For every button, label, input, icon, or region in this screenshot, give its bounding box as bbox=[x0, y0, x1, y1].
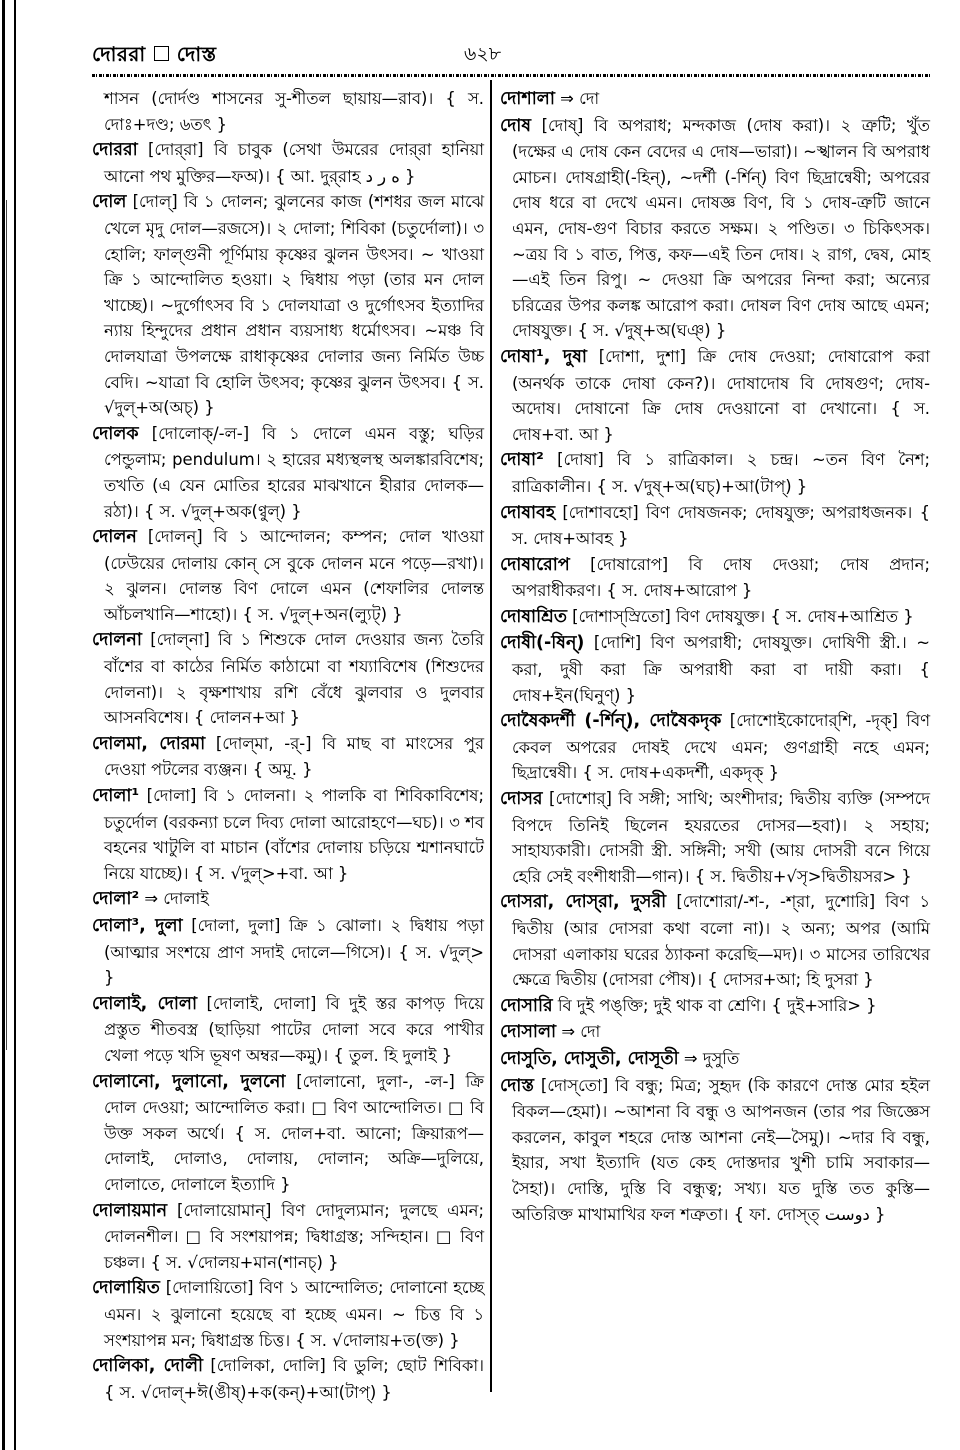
definition: [দোল্‌মা, -র্-] বি মাছ বা মাংসের পুর দেওয়া পটলের ব্যঞ্জন। { অমূ. } bbox=[104, 733, 484, 780]
definition: [দোলায়োমান্] বিণ দোদুল্যমান; দুলছে এমন; দোলনশীল। □ বি সংশয়াপন্ন; দ্বিধাগ্রস্ত; সন্দিহান। □ বিণ চঞ্চল। { স. √দোলয়+মান(শানচ্) } bbox=[104, 1200, 484, 1272]
definition: [দোশাবহো] বিণ দোষজনক; দোষযুক্ত; অপরাধজনক। { স. দোষ+আবহ } bbox=[512, 502, 930, 549]
entry-text: শাসন (দোর্দণ্ড শাসনের সু-শীতল ছায়ায়—রাব)। { স. দোঃ+দণ্ড; ৬তৎ } bbox=[104, 89, 484, 134]
page-binding-edge-inner bbox=[14, 0, 16, 1450]
dictionary-entry bbox=[92, 1353, 484, 1405]
dictionary-entry bbox=[500, 344, 930, 447]
headword: দোলানো, দুলানো, দুলনো bbox=[92, 1071, 286, 1092]
dictionary-entry bbox=[500, 1073, 930, 1228]
dictionary-entry bbox=[92, 627, 484, 730]
headword: দোসালা bbox=[500, 1022, 557, 1043]
definition: [দোষারোপ] বি দোষ দেওয়া; দোষ প্রদান; অপরাধীকরণ। { স. দোষ+আরোপ } bbox=[512, 554, 930, 601]
dictionary-entry bbox=[500, 500, 930, 552]
dictionary-entry bbox=[500, 1019, 930, 1046]
entry-continuation bbox=[92, 86, 484, 137]
dictionary-entry bbox=[500, 708, 930, 786]
dictionary-entry bbox=[500, 889, 930, 992]
column-divider bbox=[490, 80, 492, 1392]
headword: দোষাবহ bbox=[500, 502, 556, 523]
headword: দোলমা, দোরমা bbox=[92, 733, 206, 754]
dictionary-entry bbox=[92, 137, 484, 189]
header-rule bbox=[92, 74, 932, 77]
headword: দোলায়মান bbox=[92, 1200, 168, 1221]
definition: [দোষ্] বি অপরাধ; মন্দকাজ (দোষ করা)। ২ ত্রুটি; খুঁত (দক্ষের এ দোষ কেন বেদের এ দোষ—ভারা)। ~স্খালন বি অপরাধ মোচন। দোষগ্রাহী(-হিন্), ~দর্শী (-র্শিন্) বিণ ছিদ্রান্বেষী; অপরের দোষ ধরে বা দেখে এমন। দোষজ্ঞ বিণ, বি ১ দোষ-ত্রুটি জানে এমন, দোষ-গুণ বিচার করতে সক্ষম। ২ পণ্ডিত। ৩ চিকিৎসক। ~ত্রয় বি ১ বাত, পিত্ত, কফ—এই তিন দোষ। ২ রাগ, দ্বেষ, মোহ—এই তিন রিপু। ~ দেওয়া ক্রি অপরের নিন্দা করা; অন্যের চরিত্রের উপর কলঙ্ক আরোপ করা। দোষল বিণ দোষ আছে এমন; দোষযুক্ত। { স. √দুষ্+অ(ঘঞ্) } bbox=[512, 115, 930, 341]
definition: [দোশা, দুশা] ক্রি দোষ দেওয়া; দোষারোপ করা (অনর্থক তাকে দোষা কেন?)। দোষাদোষ বি দোষগুণ; দোষ-অদোষ। দোষানো ক্রি দোষ দেওয়ানো বা দেখানো। { স. দোষ+বা. আ } bbox=[512, 346, 931, 444]
page-binding-edge bbox=[2, 0, 5, 1450]
definition: [দোলাই, দোলা] বি দুই স্তর কাপড় দিয়ে প্রস্তুত শীতবস্ত্র (ছাড়িয়া পাটের দোলা সবে করে পাখীর খেলা পড়ে খসি ভূষণ অম্বর—কমু)। { তুল. হি দুলাই } bbox=[104, 993, 484, 1065]
definition: ⇒ দো bbox=[556, 1022, 601, 1042]
headword: দোষারোপ bbox=[500, 554, 570, 575]
guide-words bbox=[92, 40, 217, 73]
definition: [দোশি] বিণ অপরাধী; দোষযুক্ত। দোষিণী স্ত্রী.। ~ করা, দুষী করা ক্রি অপরাধী করা বা দায়ী করা। { দোষ+ইন(ঘিনুণ্) } bbox=[512, 633, 930, 705]
page-number: ৬২৮ bbox=[464, 43, 502, 65]
headword: দোষাশ্রিত bbox=[500, 606, 567, 627]
page-header bbox=[92, 40, 932, 66]
definition: [দোশোর্] বি সঙ্গী; সাথি; অংশীদার; দ্বিতীয় ব্যক্তি (সম্পদে বিপদে তিনিই ছিলেন হযরতের দোসর—হবা)। ২ সহায়; সাহায্যকারী। দোসরী স্ত্রী. সঙ্গিনী; সখী (আয় দোসরী বনে গিয়ে হেরি সেই বংশীধারী—গান)। { স. দ্বিতীয়+√সৃ>দ্বিতীয়সর> } bbox=[512, 789, 930, 886]
headword: দোশালা bbox=[500, 89, 555, 109]
definition: [দোল্‌না] বি ১ শিশুকে দোল দেওয়ার জন্য তৈরি বাঁশের বা কাঠের নির্মিত কাঠামো বা শয্যাবিশেষ (শিশুদের দোলনা)। ২ বৃক্ষশাখায় রশি বেঁধে ঝুলবার ও দুলবার আসনবিশেষ। { দোলন+আ } bbox=[104, 630, 484, 728]
dictionary-entry bbox=[500, 630, 930, 708]
dictionary-entry bbox=[500, 1046, 930, 1073]
definition: বি দুই পঙ্‌ক্তি; দুই থাক বা শ্রেণি। { দুই+সারি> } bbox=[552, 995, 877, 1015]
dictionary-entry bbox=[92, 421, 484, 524]
definition: [দোলা] বি ১ দোলনা। ২ পালকি বা শিবিকাবিশেষ; চতুর্দোল (বরকন্যা চলে দিব্য দোলা আরোহণে—ঘচ)। ৩ শব বহনের খাটুলি বা মাচান (বাঁশের দোলায় চড়িয়ে শ্মশানঘাটে নিয়ে যাচ্ছে)। { স. √দুল্>+বা. আ } bbox=[104, 786, 484, 883]
headword: দোলক bbox=[92, 423, 139, 444]
headword: দোলা¹ bbox=[92, 786, 140, 807]
definition: [দোলায়িতো] বিণ ১ আন্দোলিত; দোলানো হচ্ছে এমন। ২ ঝুলানো হয়েছে বা হচ্ছে এমন। ~ চিত্ত বি ১ সংশয়াপন্ন মন; দ্বিধাগ্রস্ত চিত্ত। { স. √দোলায়+ত(ক্ত) } bbox=[104, 1278, 484, 1350]
definition: [দোর্‌রা] বি চাবুক (সেথা উমরের দোর্‌রা হানিয়া আনো পথ মুক্তির—ফঅ)। { আ. দুর্‌রাহ ه ر د } bbox=[104, 140, 484, 186]
headword: দোসরা, দোস্‌রা, দুসরী bbox=[500, 892, 667, 913]
dictionary-entry bbox=[92, 913, 484, 991]
dictionary-entry bbox=[92, 886, 484, 913]
dictionary-entry bbox=[500, 786, 930, 889]
definition: [দোলোক্/-ল-] বি ১ দোলে এমন বস্তু; ঘড়ির পেন্ডুলাম; pendulum। ২ হারের মধ্যস্থলস্থ অলঙ্কারবিশেষ; তখতি (এ যেন মোতির হারের মাঝখানে হীরার দোলক—রঠা)। { স. √দুল্+অক(ণ্বুল্) } bbox=[104, 423, 484, 521]
guide-separator-box-icon bbox=[154, 46, 169, 61]
definition: [দোলন্] বি ১ আন্দোলন; কম্পন; দোল খাওয়া (ঢেউয়ের দোলায় কোন্ সে বুকে দোলন মনে পড়ে—রখা)। ২ ঝুলন। দোলন্ত বিণ দোলে এমন (শেফালির দোলন্ত আঁচলখানি—শাহো)। { স. √দুল্+অন(ল্যুট্) } bbox=[104, 527, 484, 624]
definition: [দোলা, দুলা] ক্রি ১ ঝোলা। ২ দ্বিধায় পড়া (আত্মার সংশয়ে প্রাণ সদাই দোলে—গিসে)। { স. √দুল্> } bbox=[104, 916, 484, 988]
dictionary-entry bbox=[92, 783, 484, 886]
definition: [দোশাস্‌স্রিতো] বিণ দোষযুক্ত। { স. দোষ+আশ্রিত } bbox=[566, 606, 914, 626]
definition: [দোষা] বি ১ রাত্রিকাল। ২ চন্দ্র। ~তন বিণ নৈশ; রাত্রিকালীন। { স. √দুষ্+অ(ঘচ্)+আ(টাপ্) } bbox=[512, 450, 930, 496]
dictionary-entry bbox=[500, 552, 930, 604]
definition: ⇒ দো bbox=[554, 89, 600, 108]
definition: ⇒ দুসুতি bbox=[678, 1048, 740, 1068]
dictionary-entry bbox=[500, 447, 930, 499]
dictionary-entry bbox=[92, 991, 484, 1069]
headword: দোষ bbox=[500, 115, 532, 136]
definition: [দোলিকা, দোলি] বি ডুলি; ছোট শিবিকা। { স. √দোল্+ঈ(ঙীষ্)+ক(কন্)+আ(টাপ্) } bbox=[104, 1356, 484, 1402]
definition: [দোলানো, দুলা-, -ল-] ক্রি দোল দেওয়া; আন্দোলিত করা। □ বিণ আন্দোলিত। □ বি উক্ত সকল অর্থে। { স. দোল+বা. আনো; ক্রিয়ারূপ—দোলাই, দোলাও, দোলায়, দোলান; অক্রি—দুলিয়ে, দোলাতে, দোলালে ইত্যাদি } bbox=[104, 1071, 484, 1194]
headword: দোলিকা, দোলী bbox=[92, 1356, 204, 1377]
definition: [দোশোইকোদোর্‌শি, -দৃক্] বিণ কেবল অপরের দোষই দেখে এমন; গুণগ্রাহী নহে এমন; ছিদ্রান্বেষী। { স. দোষ+একদর্শী, একদৃক্ } bbox=[512, 711, 930, 783]
dictionary-entry bbox=[92, 1198, 484, 1276]
definition: ⇒ দোলাই bbox=[139, 889, 209, 909]
headword: দোলা² bbox=[92, 889, 140, 910]
dictionary-entry bbox=[500, 113, 930, 344]
page-binding-shadow bbox=[6, 200, 7, 1050]
dictionary-entry bbox=[500, 86, 930, 113]
dictionary-entry bbox=[92, 1069, 484, 1198]
headword: দোররা bbox=[92, 140, 138, 161]
headword: দোষা² bbox=[500, 450, 544, 471]
dictionary-entry bbox=[92, 524, 484, 627]
headword: দোষী(-ষিন্) bbox=[500, 633, 585, 654]
guide-word-last: দোস্ত bbox=[176, 42, 217, 66]
dictionary-entry bbox=[92, 1275, 484, 1353]
headword: দোলায়িত bbox=[92, 1278, 160, 1299]
headword: দোষা¹, দুষা bbox=[500, 346, 587, 367]
headword: দোলা³, দুলা bbox=[92, 916, 183, 936]
headword: দোস্ত bbox=[500, 1075, 534, 1096]
dictionary-entry bbox=[500, 604, 930, 631]
definition: [দোল্] বি ১ দোলন; ঝুলনের কাজ (শশধর জল মাঝে খেলে মৃদু দোল—রজসে)। ২ দোলা; শিবিকা (চতুর্দোলা)। ৩ হোলি; ফাল্গুনী পূর্ণিমায় কৃষ্ণের ঝুলন উৎসব। ~ খাওয়া ক্রি ১ আন্দোলিত হওয়া। ২ দ্বিধায় পড়া (তার মন দোল খাচ্ছে)। ~দুর্গোৎসব বি ১ দোলযাত্রা ও দুর্গোৎসব ইত্যাদির ন্যায় হিন্দুদের প্রধান প্রধান ব্যয়সাধ্য ধর্মোৎসব। ~মঞ্চ বি দোলযাত্রা উপলক্ষে রাধাকৃষ্ণের দোলার জন্য নির্মিত উচ্চ বেদি। ~যাত্রা বি হোলি উৎসব; কৃষ্ণের ঝুলন উৎসব। { স. √দুল্+অ(অচ্) } bbox=[104, 192, 484, 418]
definition: [দোশোরা/-শ-, -শ্‌রা, দুশোরি] বিণ ১ দ্বিতীয় (আর দোসরা কথা বলো না)। ২ অন্য; অপর (আমি দোসরা এলাকায় ঘরের ঠ্যাকনা করেছি—মদ)। ৩ মাসের তারিখের ক্ষেত্রে দ্বিতীয় (দোসরা পৌষ)। { দোসর+আ; হি দুসরা } bbox=[512, 892, 930, 990]
headword: দোলাই, দোলা bbox=[92, 993, 198, 1014]
definition: [দোস্‌তো] বি বন্ধু; মিত্র; সুহৃদ (কি কারণে দোস্ত মোর হইল বিকল—হেমা)। ~আশনা বি বন্ধু ও আপনজন (তার পর জিজ্ঞেস করলেন, কাবুল শহরে দোস্ত আশনা নেই—সৈমু)। ~দার বি বন্ধু, ইয়ার, সখা ইত্যাদি (যত কেহ দোস্তদার খুশী চামি সবাকার—সৈহা)। দোস্তি, দুস্তি বি বন্ধুত্ব; সখ্য। যত দুস্তি তত কুস্তি—অতিরিক্ত মাখামাখির ফল শত্রুতা। { ফা. দোস্ত্ دوست } bbox=[512, 1075, 930, 1224]
dictionary-entry bbox=[500, 993, 930, 1020]
headword: দোলন bbox=[92, 527, 137, 548]
headword: দোসর bbox=[500, 789, 543, 810]
headword: দোল bbox=[92, 192, 127, 213]
headword: দোষৈকদর্শী (-র্শিন্), দোষৈকদৃক bbox=[500, 711, 722, 732]
headword: দোলনা bbox=[92, 630, 142, 651]
headword: দোসুতি, দোসুতী, দোসূতী bbox=[500, 1048, 679, 1069]
right-column bbox=[500, 86, 930, 1227]
headword: দোসারি bbox=[500, 995, 553, 1016]
guide-word-first: দোররা bbox=[92, 42, 146, 66]
left-column bbox=[92, 86, 484, 1405]
dictionary-entry bbox=[92, 731, 484, 783]
dictionary-entry bbox=[92, 189, 484, 420]
